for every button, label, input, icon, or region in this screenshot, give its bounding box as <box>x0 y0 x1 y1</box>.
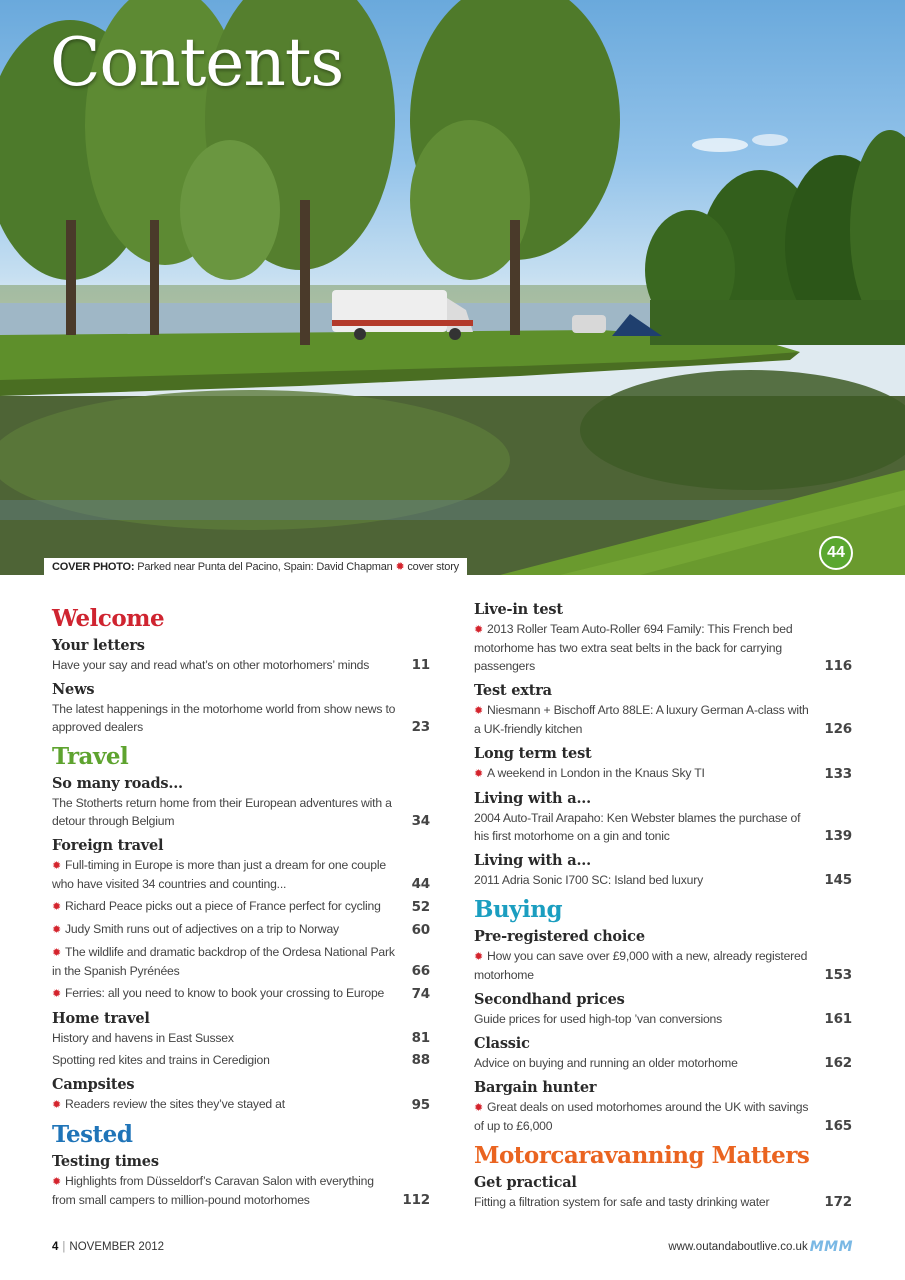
page-number: 139 <box>824 828 852 844</box>
page-number: 133 <box>824 766 852 782</box>
contents-item[interactable] <box>52 680 430 736</box>
entry-text <box>474 620 824 675</box>
page-number: 34 <box>411 813 430 829</box>
entry-description: How you can save over £9,000 with a new, already registered motorhome <box>474 949 808 982</box>
contents-item[interactable] <box>474 1078 852 1135</box>
entry-description: History and havens in East Sussex <box>52 1031 234 1045</box>
right-column <box>474 600 852 1217</box>
entry-description: A weekend in London in the Knaus Sky TI <box>487 766 705 780</box>
contents-entry[interactable] <box>474 701 852 738</box>
contents-item[interactable] <box>474 681 852 738</box>
item-title: Secondhand prices <box>474 991 625 1008</box>
contents-entry[interactable] <box>474 1054 852 1072</box>
entry-description: Full-timing in Europe is more than just a dream for one couple who have visited 34 countries and counting... <box>52 858 386 891</box>
contents-entry[interactable] <box>52 1051 430 1069</box>
entry-text <box>52 943 412 980</box>
red-star-icon: ✹ <box>395 561 405 573</box>
page-number: 162 <box>824 1055 852 1071</box>
entry-description: Judy Smith runs out of adjectives on a trip to Norway <box>65 922 339 936</box>
entry-text <box>52 1172 402 1209</box>
contents-entry[interactable] <box>52 1095 430 1114</box>
contents-item[interactable] <box>474 1034 852 1072</box>
page-number: 161 <box>824 1011 852 1027</box>
contents-item[interactable] <box>474 789 852 845</box>
entry-description: Ferries: all you need to know to book your crossing to Europe <box>65 986 385 1000</box>
page-number: 4 <box>52 1241 59 1253</box>
entry-text <box>474 701 824 738</box>
red-star-icon: ✹ <box>52 901 62 913</box>
cover-caption <box>44 558 467 576</box>
page-number: 74 <box>411 986 430 1002</box>
red-star-icon: ✹ <box>52 1176 62 1188</box>
contents-item[interactable] <box>474 851 852 889</box>
cover-page-badge: 44 <box>819 536 853 570</box>
section-heading-tested: Tested <box>52 1121 133 1148</box>
red-star-icon: ✹ <box>474 768 484 780</box>
contents-entry[interactable] <box>52 856 430 893</box>
item-title: Living with a... <box>474 852 591 869</box>
contents-entry[interactable] <box>52 794 430 830</box>
entry-description: Have your say and read what’s on other motorhomers’ minds <box>52 658 370 672</box>
entry-text <box>52 920 412 939</box>
entry-text <box>52 1095 412 1114</box>
red-star-icon: ✹ <box>474 1102 484 1114</box>
item-title: Pre-registered choice <box>474 928 645 945</box>
contents-entry[interactable] <box>474 764 852 783</box>
contents-entry[interactable] <box>52 897 430 916</box>
item-title: Live-in test <box>474 601 563 618</box>
red-star-icon: ✹ <box>52 1099 62 1111</box>
entry-text <box>52 656 412 674</box>
cover-caption-text: Parked near Punta del Pacino, Spain: David Chapman <box>137 561 393 573</box>
contents-item[interactable] <box>52 836 430 1003</box>
contents-item[interactable] <box>474 600 852 675</box>
entry-description: Guide prices for used high-top ’van conversions <box>474 1012 723 1026</box>
contents-item[interactable] <box>52 1075 430 1114</box>
entry-text <box>52 794 412 830</box>
page-number: 81 <box>411 1030 430 1046</box>
page-number: 11 <box>411 657 430 673</box>
entry-description: 2011 Adria Sonic I700 SC: Island bed luxury <box>474 873 703 887</box>
page-number: 23 <box>411 719 430 735</box>
page-number: 60 <box>411 922 430 938</box>
red-star-icon: ✹ <box>52 947 62 959</box>
contents-entry[interactable] <box>52 1172 430 1209</box>
website-link[interactable]: www.outandaboutlive.co.uk <box>668 1241 808 1253</box>
entry-text <box>52 1029 412 1047</box>
page-number: 52 <box>411 899 430 915</box>
item-title: Your letters <box>52 637 145 654</box>
red-star-icon: ✹ <box>474 705 484 717</box>
contents-entry[interactable] <box>474 947 852 984</box>
entry-text <box>52 700 412 736</box>
entry-description: Great deals on used motorhomes around the UK with savings of up to £6,000 <box>474 1100 809 1133</box>
entry-description: Richard Peace picks out a piece of France perfect for cycling <box>65 899 381 913</box>
page-number: 165 <box>824 1118 852 1134</box>
contents-entry[interactable] <box>52 943 430 980</box>
entry-description: Highlights from Düsseldorf’s Caravan Salon with everything from small campers to million-pound motorhomes <box>52 1174 374 1207</box>
contents-item[interactable] <box>52 774 430 830</box>
mmm-logo: MMM <box>809 1239 853 1255</box>
entry-description: Readers review the sites they’ve stayed at <box>65 1097 285 1111</box>
entry-description: Advice on buying and running an older motorhome <box>474 1056 738 1070</box>
footer-site <box>668 1239 853 1255</box>
item-title: Living with a... <box>474 790 591 807</box>
entry-text <box>474 871 824 889</box>
entry-description: Spotting red kites and trains in Ceredigion <box>52 1053 270 1067</box>
entry-text <box>52 984 412 1003</box>
entry-text <box>474 1010 824 1028</box>
entry-text <box>474 947 824 984</box>
red-star-icon: ✹ <box>474 624 484 636</box>
page-number: 112 <box>402 1192 430 1208</box>
page-number: 88 <box>411 1052 430 1068</box>
entry-text <box>474 764 824 783</box>
entry-text <box>52 856 412 893</box>
page-number: 95 <box>411 1097 430 1113</box>
left-column <box>52 600 430 1215</box>
item-title: Bargain hunter <box>474 1079 597 1096</box>
red-star-icon: ✹ <box>52 988 62 1000</box>
contents-item[interactable] <box>474 990 852 1028</box>
contents-entry[interactable] <box>474 871 852 889</box>
section-heading-travel: Travel <box>52 743 129 770</box>
red-star-icon: ✹ <box>52 924 62 936</box>
entry-text <box>474 1054 824 1072</box>
contents-item[interactable] <box>52 1152 430 1209</box>
contents-entry[interactable] <box>474 1010 852 1028</box>
red-star-icon: ✹ <box>52 860 62 872</box>
page-number: 153 <box>824 967 852 983</box>
contents-entry[interactable] <box>52 700 430 736</box>
entry-description: Niesmann + Bischoff Arto 88LE: A luxury German A-class with a UK-friendly kitchen <box>474 703 809 736</box>
entry-description: 2004 Auto-Trail Arapaho: Ken Webster blames the purchase of his first motorhome on a gin and tonic <box>474 811 801 843</box>
entry-description: Fitting a filtration system for safe and tasty drinking water <box>474 1195 770 1209</box>
contents-item[interactable] <box>474 744 852 783</box>
cover-story-label: cover story <box>407 561 459 573</box>
page-number: 172 <box>824 1194 852 1210</box>
entry-text <box>52 1051 412 1069</box>
item-title: News <box>52 681 95 698</box>
item-title: Get practical <box>474 1174 577 1191</box>
entry-description: The latest happenings in the motorhome world from show news to approved dealers <box>52 702 396 734</box>
contents-entry[interactable] <box>474 1193 852 1211</box>
entry-description: The Stotherts return home from their European adventures with a detour through Belgium <box>52 796 392 828</box>
contents-item[interactable] <box>52 1009 430 1069</box>
page-number: 145 <box>824 872 852 888</box>
item-title: Home travel <box>52 1010 150 1027</box>
entry-description: 2013 Roller Team Auto-Roller 694 Family: This French bed motorhome has two extra seat belts in the back for carrying passengers <box>474 622 793 673</box>
page-number: 66 <box>411 963 430 979</box>
section-heading-welcome: Welcome <box>52 605 165 632</box>
red-star-icon: ✹ <box>474 951 484 963</box>
entry-text <box>474 1098 824 1135</box>
contents-item[interactable] <box>474 927 852 984</box>
page-number: 116 <box>824 658 852 674</box>
item-title: Testing times <box>52 1153 159 1170</box>
section-heading-mm: Motorcaravanning Matters <box>474 1142 810 1169</box>
entry-text <box>52 897 412 916</box>
item-title: Long term test <box>474 745 592 762</box>
issue-date: NOVEMBER 2012 <box>69 1241 165 1253</box>
section-heading-buying: Buying <box>474 896 563 923</box>
contents-entry[interactable] <box>52 984 430 1003</box>
entry-description: The wildlife and dramatic backdrop of the Ordesa National Park in the Spanish Pyrénées <box>52 945 395 978</box>
cover-photo <box>0 0 905 575</box>
page-number: 126 <box>824 721 852 737</box>
item-title: Campsites <box>52 1076 135 1093</box>
page-title: Contents <box>50 24 344 101</box>
contents-entry[interactable] <box>474 1098 852 1135</box>
contents-item[interactable] <box>52 636 430 674</box>
entry-text <box>474 809 824 845</box>
footer-folio: 4 | NOVEMBER 2012 <box>52 1241 165 1253</box>
contents-item[interactable] <box>474 1173 852 1211</box>
contents-entry[interactable] <box>52 1029 430 1047</box>
contents-entry[interactable] <box>474 620 852 675</box>
item-title: So many roads... <box>52 775 183 792</box>
item-title: Classic <box>474 1035 530 1052</box>
page-number: 44 <box>411 876 430 892</box>
contents-entry[interactable] <box>52 656 430 674</box>
cover-caption-label: COVER PHOTO: <box>52 561 135 573</box>
item-title: Test extra <box>474 682 552 699</box>
contents-entry[interactable] <box>474 809 852 845</box>
item-title: Foreign travel <box>52 837 164 854</box>
contents-entry[interactable] <box>52 920 430 939</box>
entry-text <box>474 1193 824 1211</box>
